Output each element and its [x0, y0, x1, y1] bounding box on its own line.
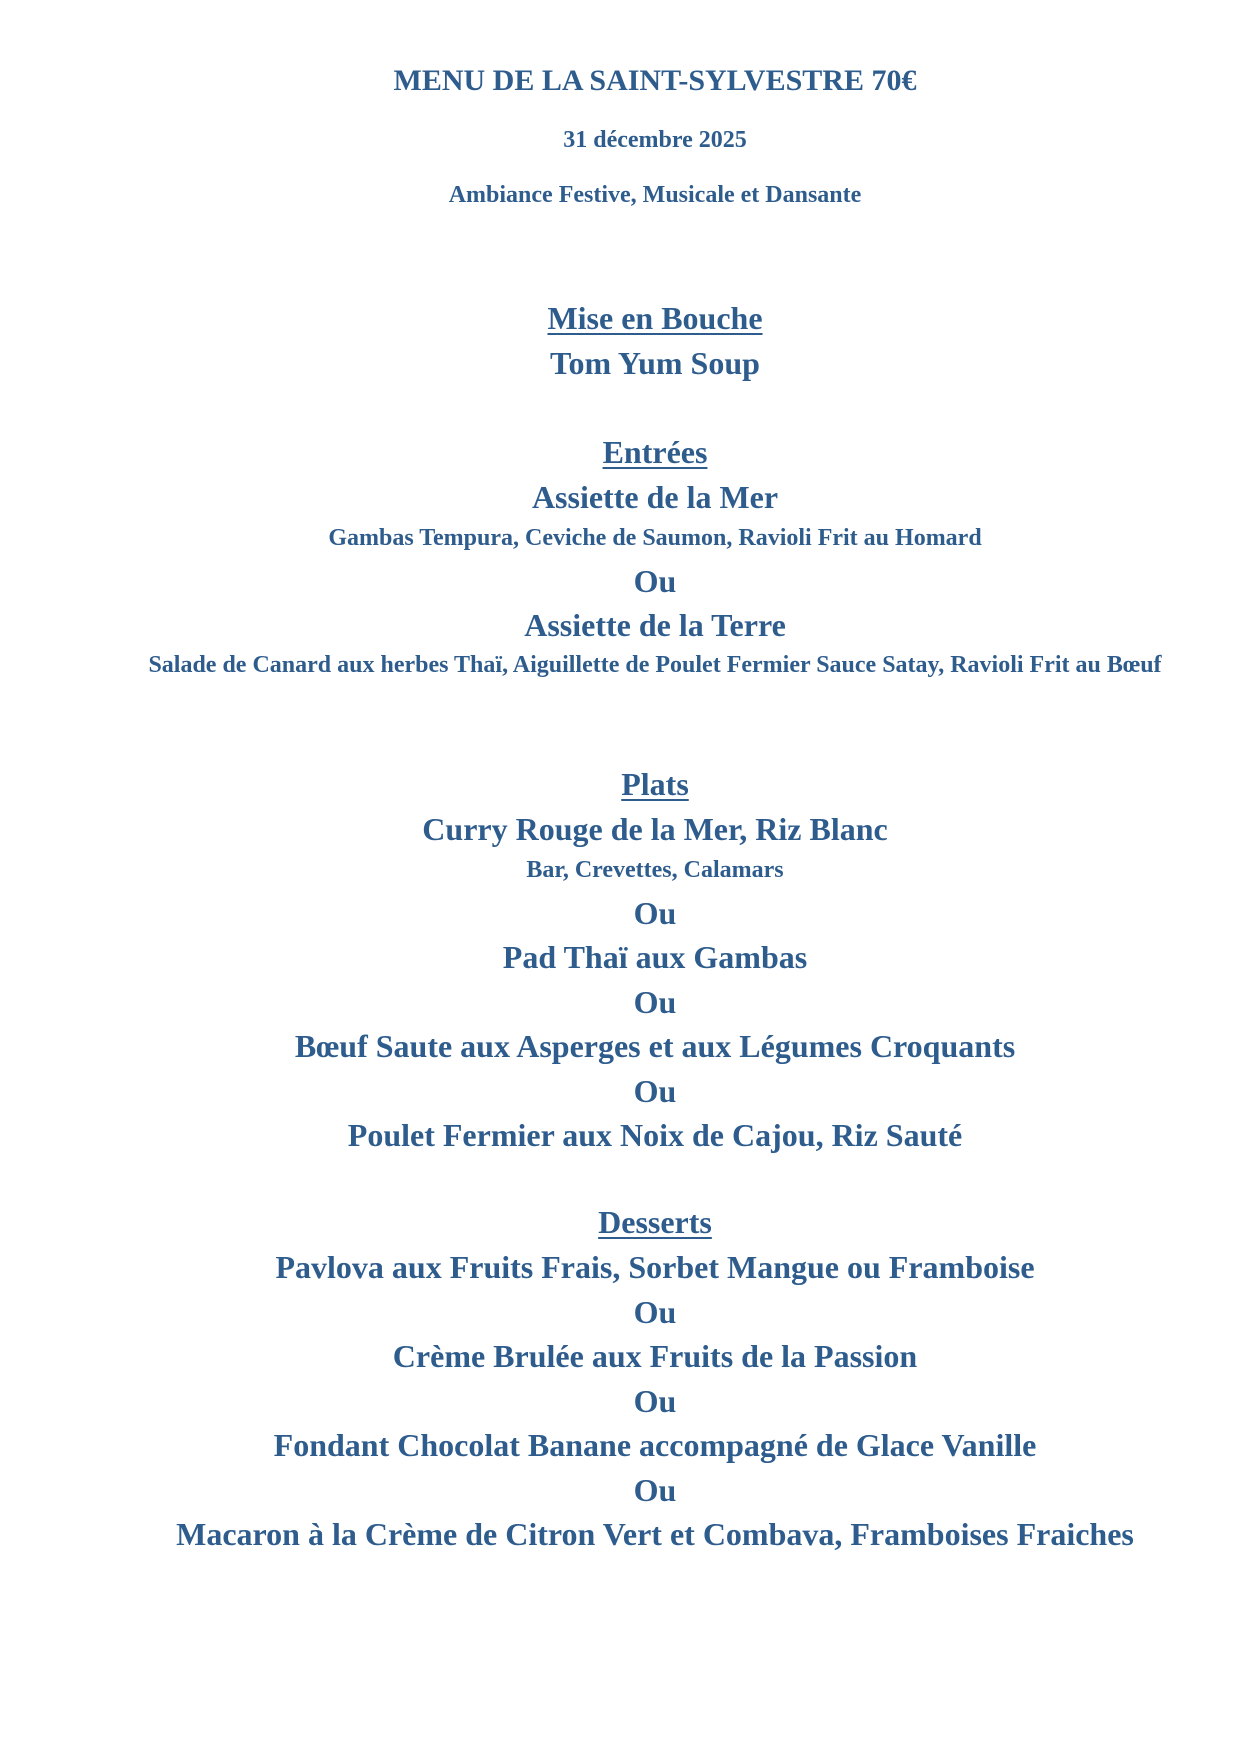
dish-curry-rouge: Curry Rouge de la Mer, Riz Blanc — [422, 811, 888, 847]
section-heading-entrees: Entrées — [602, 434, 708, 470]
dish-description-curry-rouge: Bar, Crevettes, Calamars — [526, 857, 784, 883]
or-separator: Ou — [633, 984, 677, 1020]
section-heading-mise-en-bouche: Mise en Bouche — [547, 300, 763, 336]
dish-assiette-de-la-mer: Assiette de la Mer — [531, 479, 779, 515]
dish-description-assiette-de-la-terre: Salade de Canard aux herbes Thaï, Aiguillette de Poulet Fermier Sauce Satay, Ravioli Frit au Bœuf — [148, 652, 1162, 678]
dish-poulet-fermier: Poulet Fermier aux Noix de Cajou, Riz Sauté — [347, 1117, 963, 1153]
dish-pavlova: Pavlova aux Fruits Frais, Sorbet Mangue ou Framboise — [275, 1249, 1035, 1285]
menu-title: MENU DE LA SAINT-SYLVESTRE 70€ — [393, 64, 917, 97]
or-separator: Ou — [633, 895, 677, 931]
dish-macaron: Macaron à la Crème de Citron Vert et Combava, Framboises Fraiches — [176, 1516, 1134, 1552]
or-separator: Ou — [633, 1472, 677, 1508]
dish-boeuf-saute: Bœuf Saute aux Asperges et aux Légumes Croquants — [294, 1028, 1016, 1064]
or-separator: Ou — [633, 1294, 677, 1330]
menu-date: 31 décembre 2025 — [563, 127, 747, 153]
dish-creme-brulee: Crème Brulée aux Fruits de la Passion — [392, 1338, 918, 1374]
dish-fondant-chocolat: Fondant Chocolat Banane accompagné de Glace Vanille — [273, 1427, 1037, 1463]
section-heading-plats: Plats — [621, 766, 689, 802]
menu-ambiance: Ambiance Festive, Musicale et Dansante — [448, 182, 862, 208]
dish-tom-yum-soup: Tom Yum Soup — [550, 345, 760, 381]
or-separator: Ou — [633, 1383, 677, 1419]
dish-assiette-de-la-terre: Assiette de la Terre — [524, 607, 786, 643]
section-heading-desserts: Desserts — [598, 1204, 712, 1240]
dish-description-assiette-de-la-mer: Gambas Tempura, Ceviche de Saumon, Ravioli Frit au Homard — [328, 525, 982, 551]
dish-pad-thai: Pad Thaï aux Gambas — [502, 939, 808, 975]
or-separator: Ou — [633, 563, 677, 599]
or-separator: Ou — [633, 1073, 677, 1109]
